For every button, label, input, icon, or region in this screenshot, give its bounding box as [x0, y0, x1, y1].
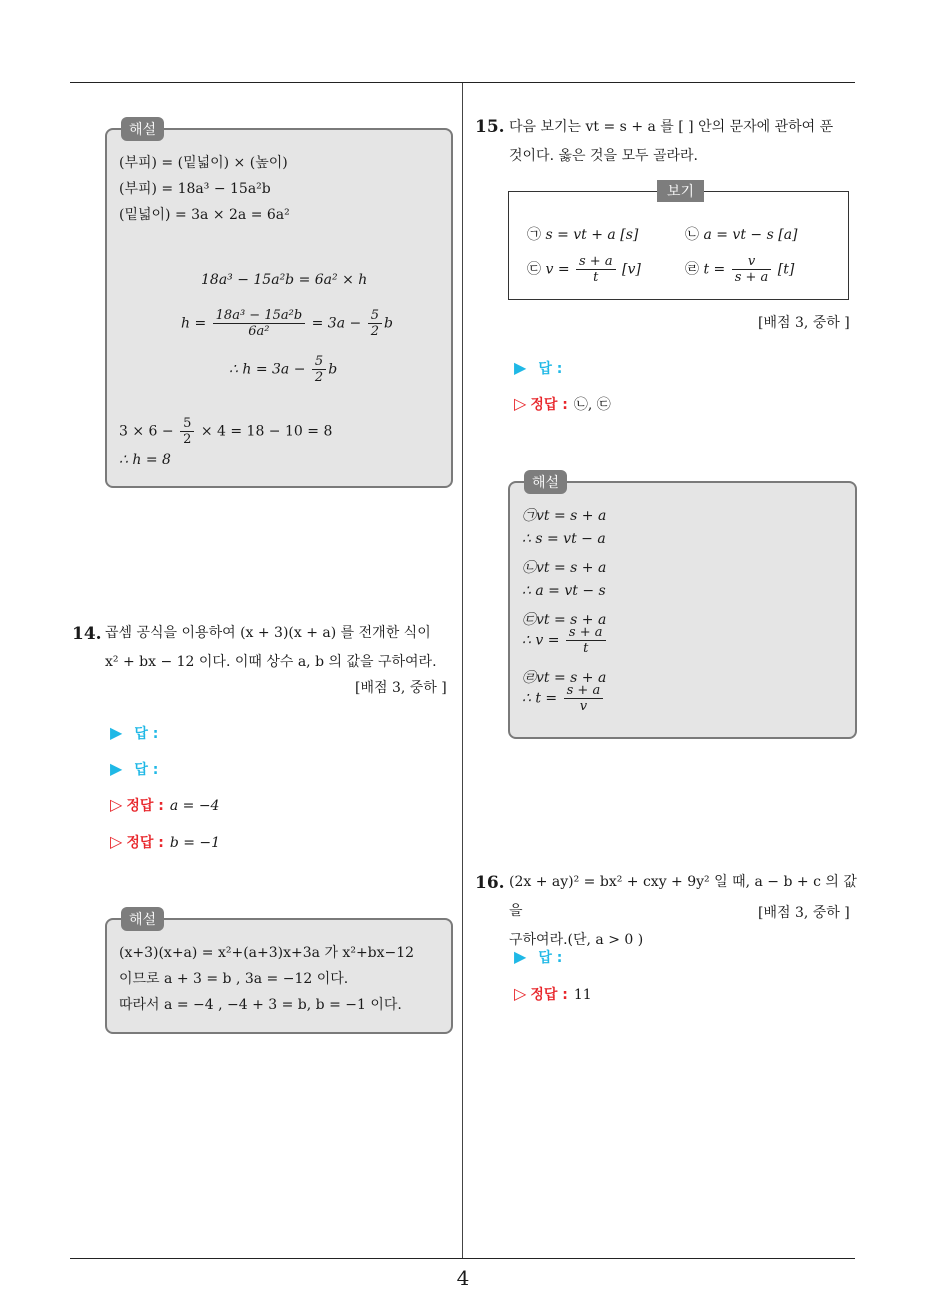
question-text-15 — [509, 113, 859, 171]
page-number: 4 — [456, 1266, 470, 1290]
correct-label: 정답 : — [530, 987, 568, 1003]
answer-row[interactable] — [110, 723, 158, 743]
frac-num: 5 — [312, 354, 326, 370]
answer-label: 답 : — [134, 726, 159, 742]
solution-equation — [522, 683, 605, 714]
question-line: x² + bx − 12 이다. 이때 상수 a, b 의 값을 구하여라. — [105, 654, 437, 670]
correct-label: 정답 : — [530, 397, 568, 413]
question-number-15: 15. — [475, 117, 505, 137]
solution-tag: 해설 — [524, 470, 567, 494]
triangle-right-icon: ▶ — [110, 723, 123, 742]
fraction — [732, 254, 772, 285]
triangle-right-icon: ▶ — [514, 358, 527, 377]
bogi-formula: s = vt + a [s] — [545, 227, 639, 243]
question-line: 곱셈 공식을 이용하여 (x + 3)(x + a) 를 전개한 식이 — [105, 625, 431, 641]
correct-label: 정답 : — [126, 798, 164, 814]
triangle-right-icon: ▶ — [514, 947, 527, 966]
bogi-item-d — [685, 254, 794, 285]
answer-label: 답 : — [538, 950, 563, 966]
frac-num: 5 — [368, 308, 382, 324]
correct-value: 11 — [573, 987, 592, 1003]
frac-num: s + a — [566, 625, 606, 641]
correct-answer-row — [110, 795, 219, 815]
solution-equation — [522, 625, 608, 656]
bogi-box — [508, 184, 849, 300]
solution-line: ㉠vt = s + a — [522, 508, 607, 524]
solution-line: 따라서 a = −4 , −4 + 3 = b, b = −1 이다. — [119, 997, 402, 1013]
solution-line: ∴ a = vt − s — [522, 583, 606, 599]
score-14: [배점 3, 중하 ] — [355, 680, 447, 696]
circled-letter: ㉡ — [685, 227, 699, 243]
solution-line: (밑넓이) = 3a × 2a = 6a² — [119, 207, 290, 223]
circled-letter: ㉠ — [527, 227, 541, 243]
column-divider — [462, 83, 463, 1258]
fraction — [566, 625, 606, 656]
correct-answer-row — [514, 394, 611, 414]
eq-part: 3 × 6 − — [119, 423, 174, 440]
score-16: [배점 3, 중하 ] — [758, 905, 850, 921]
solution-line: ∴ s = vt − a — [522, 531, 606, 547]
fraction — [368, 308, 382, 339]
eq-part: v = — [545, 261, 570, 278]
solution-box-15 — [508, 475, 857, 739]
eq-part: = 3a − — [311, 315, 362, 332]
solution-equation — [119, 416, 332, 447]
question-line: 구하여라.(단, a > 0 ) — [509, 932, 644, 948]
answer-row[interactable] — [110, 759, 158, 779]
bogi-formula: a = vt − s [a] — [703, 227, 798, 243]
solution-equation — [229, 354, 337, 385]
frac-num: s + a — [576, 254, 616, 270]
correct-value: b = −1 — [169, 835, 221, 851]
solution-line: (x+3)(x+a) = x²+(a+3)x+3a 가 x²+bx−12 — [119, 945, 415, 961]
frac-num: 5 — [180, 416, 194, 432]
triangle-outline-icon: ▷ — [110, 832, 123, 851]
correct-label: 정답 : — [126, 835, 164, 851]
frac-den: 6a² — [248, 324, 270, 339]
solution-line: (부피) = (밑넓이) × (높이) — [119, 155, 288, 171]
correct-answer-row — [110, 832, 220, 852]
frac-den: s + a — [734, 270, 769, 285]
eq-part: ∴ t = — [522, 690, 558, 707]
solution-box-14 — [105, 912, 453, 1034]
frac-den: v — [579, 699, 588, 714]
solution-line: ㉢vt = s + a — [522, 612, 607, 628]
answer-row[interactable] — [514, 947, 562, 967]
answer-label: 답 : — [134, 762, 159, 778]
question-text-14 — [105, 619, 455, 677]
eq-part: ∴ h = 3a − — [229, 361, 306, 378]
solution-equation: 18a³ − 15a²b = 6a² × h — [201, 272, 368, 288]
bogi-item-a — [527, 224, 638, 244]
eq-part: × 4 = 18 − 10 = 8 — [200, 423, 333, 440]
fraction — [564, 683, 604, 714]
fraction — [180, 416, 194, 447]
solution-line: (부피) = 18a³ − 15a²b — [119, 181, 271, 197]
frac-den: 2 — [314, 370, 324, 385]
frac-den: t — [593, 270, 599, 285]
solution-line: ㉡vt = s + a — [522, 560, 607, 576]
correct-answer-row — [514, 984, 592, 1004]
bottom-rule — [70, 1258, 855, 1259]
triangle-right-icon: ▶ — [110, 759, 123, 778]
eq-part: b — [383, 315, 393, 332]
frac-num: s + a — [564, 683, 604, 699]
eq-part: h = — [181, 315, 207, 332]
solution-equation — [181, 308, 393, 339]
question-line: (2x + ay)² = bx² + cxy + 9y² 일 때, a − b + c 의 값을 — [509, 874, 857, 919]
solution-line: ∴ h = 8 — [119, 452, 171, 468]
answer-label: 답 : — [538, 361, 563, 377]
solution-line: 이므로 a + 3 = b , 3a = −12 이다. — [119, 971, 349, 987]
fraction — [213, 308, 306, 339]
score-15: [배점 3, 중하 ] — [758, 315, 850, 331]
fraction — [576, 254, 616, 285]
frac-den: 2 — [370, 324, 379, 339]
eq-part: ∴ v = — [522, 632, 560, 649]
eq-part: [v] — [622, 261, 641, 278]
triangle-outline-icon: ▷ — [514, 984, 527, 1003]
answer-row[interactable] — [514, 358, 562, 378]
solution-box-13 — [105, 122, 453, 488]
question-line: 것이다. 옳은 것을 모두 골라라. — [509, 148, 698, 164]
triangle-outline-icon: ▷ — [514, 394, 527, 413]
frac-den: 2 — [183, 432, 192, 447]
correct-value: a = −4 — [169, 798, 220, 814]
eq-part: t = — [703, 261, 726, 278]
solution-line: ㉣vt = s + a — [522, 670, 607, 686]
frac-den: t — [583, 641, 589, 656]
fraction — [312, 354, 326, 385]
solution-tag: 해설 — [121, 117, 164, 141]
frac-num: 18a³ − 15a²b — [213, 308, 306, 324]
bogi-item-b — [685, 224, 798, 244]
circled-letter: ㉣ — [685, 261, 699, 278]
question-number-14: 14. — [72, 624, 102, 644]
bogi-item-c — [527, 254, 641, 285]
triangle-outline-icon: ▷ — [110, 795, 123, 814]
bogi-tag: 보기 — [657, 180, 704, 202]
question-line: 다음 보기는 vt = s + a 를 [ ] 안의 문자에 관하여 푼 — [509, 119, 834, 135]
frac-num: v — [732, 254, 772, 270]
circled-letter: ㉢ — [527, 261, 541, 278]
correct-value: ㉡, ㉢ — [573, 397, 611, 413]
solution-tag: 해설 — [121, 907, 164, 931]
eq-part: [t] — [777, 261, 795, 278]
question-number-16: 16. — [475, 873, 505, 893]
eq-part: b — [328, 361, 338, 378]
